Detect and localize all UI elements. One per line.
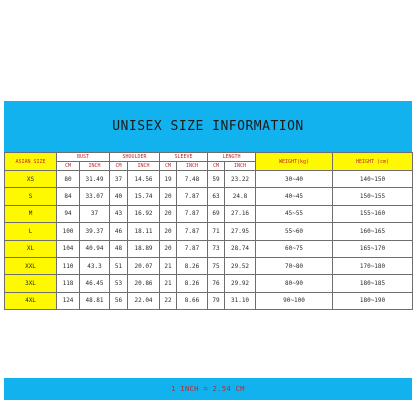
height-cell: 180~190: [333, 292, 413, 309]
length-inch-cell: 28.74: [225, 240, 256, 257]
sleeve-inch-cell: 8.26: [177, 275, 208, 292]
sleeve-cm-cell: 20: [160, 223, 177, 240]
shoulder-cm-cell: 51: [110, 257, 128, 274]
length-cm-cell: 73: [208, 240, 225, 257]
sleeve-inch-cell: 7.87: [177, 240, 208, 257]
length-cm-cell: 71: [208, 223, 225, 240]
conversion-note: 1 INCH = 2.54 CM: [171, 385, 245, 393]
title-bar: [4, 101, 412, 152]
bust-cm-cell: 110: [57, 257, 80, 274]
shoulder-inch-cell: 22.04: [128, 292, 160, 309]
sleeve-inch-cell: 7.48: [177, 171, 208, 188]
length-inch-cell: 27.95: [225, 223, 256, 240]
sleeve-cm-cell: 20: [160, 205, 177, 222]
table-row: [5, 188, 413, 205]
length-inch-cell: 29.52: [225, 257, 256, 274]
table-row: [5, 275, 413, 292]
bust-cm-cell: 104: [57, 240, 80, 257]
weight-cell: 30~40: [256, 171, 333, 188]
bust-cm-cell: 124: [57, 292, 80, 309]
length-inch-cell: 29.92: [225, 275, 256, 292]
size-label: XL: [5, 240, 57, 257]
header-shoulder-cm: CM: [110, 162, 128, 171]
sleeve-inch-cell: 8.66: [177, 292, 208, 309]
table-row: [5, 257, 413, 274]
size-label: XS: [5, 171, 57, 188]
length-cm-cell: 75: [208, 257, 225, 274]
length-cm-cell: 69: [208, 205, 225, 222]
bust-cm-cell: 80: [57, 171, 80, 188]
sleeve-cm-cell: 20: [160, 240, 177, 257]
shoulder-cm-cell: 56: [110, 292, 128, 309]
size-label: S: [5, 188, 57, 205]
shoulder-inch-cell: 16.92: [128, 205, 160, 222]
weight-cell: 90~100: [256, 292, 333, 309]
bust-inch-cell: 33.07: [80, 188, 110, 205]
header-weight: WEIGHT(kg): [256, 153, 333, 171]
header-row-1: [5, 153, 413, 162]
shoulder-inch-cell: 18.89: [128, 240, 160, 257]
sleeve-inch-cell: 7.87: [177, 188, 208, 205]
header-height: HEIGHT (cm): [333, 153, 413, 171]
sleeve-cm-cell: 22: [160, 292, 177, 309]
header-sleeve: SLEEVE: [160, 153, 208, 162]
bust-cm-cell: 118: [57, 275, 80, 292]
table-row: [5, 292, 413, 309]
weight-cell: 40~45: [256, 188, 333, 205]
height-cell: 140~150: [333, 171, 413, 188]
header-length: LENGTH: [208, 153, 256, 162]
header-sleeve-cm: CM: [160, 162, 177, 171]
shoulder-cm-cell: 43: [110, 205, 128, 222]
height-cell: 180~185: [333, 275, 413, 292]
length-cm-cell: 59: [208, 171, 225, 188]
bust-inch-cell: 48.81: [80, 292, 110, 309]
size-label: L: [5, 223, 57, 240]
chart-title: UNISEX SIZE INFORMATION: [112, 119, 304, 134]
sleeve-inch-cell: 8.26: [177, 257, 208, 274]
weight-cell: 45~55: [256, 205, 333, 222]
shoulder-cm-cell: 53: [110, 275, 128, 292]
bust-cm-cell: 84: [57, 188, 80, 205]
conversion-note-bar: [4, 378, 412, 400]
height-cell: 160~165: [333, 223, 413, 240]
header-shoulder-inch: INCH: [128, 162, 160, 171]
table-row: [5, 171, 413, 188]
size-chart: [4, 101, 412, 393]
length-inch-cell: 27.16: [225, 205, 256, 222]
shoulder-cm-cell: 37: [110, 171, 128, 188]
weight-cell: 80~90: [256, 275, 333, 292]
bust-cm-cell: 94: [57, 205, 80, 222]
length-inch-cell: 24.8: [225, 188, 256, 205]
weight-cell: 60~75: [256, 240, 333, 257]
header-length-inch: INCH: [225, 162, 256, 171]
bust-inch-cell: 39.37: [80, 223, 110, 240]
table-row: [5, 223, 413, 240]
sleeve-cm-cell: 19: [160, 171, 177, 188]
shoulder-inch-cell: 18.11: [128, 223, 160, 240]
shoulder-inch-cell: 14.56: [128, 171, 160, 188]
size-label: XXL: [5, 257, 57, 274]
header-bust-inch: INCH: [80, 162, 110, 171]
header-sleeve-inch: INCH: [177, 162, 208, 171]
size-label: M: [5, 205, 57, 222]
header-shoulder: SHOULDER: [110, 153, 160, 162]
shoulder-cm-cell: 46: [110, 223, 128, 240]
header-bust: BUST: [57, 153, 110, 162]
height-cell: 170~180: [333, 257, 413, 274]
height-cell: 150~155: [333, 188, 413, 205]
size-label: 3XL: [5, 275, 57, 292]
shoulder-cm-cell: 40: [110, 188, 128, 205]
bust-inch-cell: 37: [80, 205, 110, 222]
length-cm-cell: 79: [208, 292, 225, 309]
shoulder-cm-cell: 48: [110, 240, 128, 257]
header-bust-cm: CM: [57, 162, 80, 171]
table-row: [5, 240, 413, 257]
height-cell: 165~170: [333, 240, 413, 257]
weight-cell: 70~80: [256, 257, 333, 274]
bust-inch-cell: 43.3: [80, 257, 110, 274]
shoulder-inch-cell: 15.74: [128, 188, 160, 205]
size-table: [4, 152, 413, 310]
sleeve-inch-cell: 7.87: [177, 205, 208, 222]
bust-inch-cell: 46.45: [80, 275, 110, 292]
length-inch-cell: 31.10: [225, 292, 256, 309]
bust-cm-cell: 100: [57, 223, 80, 240]
sleeve-cm-cell: 20: [160, 188, 177, 205]
sleeve-cm-cell: 21: [160, 257, 177, 274]
length-cm-cell: 63: [208, 188, 225, 205]
bust-inch-cell: 40.94: [80, 240, 110, 257]
height-cell: 155~160: [333, 205, 413, 222]
table-row: [5, 205, 413, 222]
header-asian-size: ASIAN SIZE: [5, 153, 57, 171]
shoulder-inch-cell: 20.07: [128, 257, 160, 274]
length-inch-cell: 23.22: [225, 171, 256, 188]
size-label: 4XL: [5, 292, 57, 309]
weight-cell: 55~60: [256, 223, 333, 240]
bust-inch-cell: 31.49: [80, 171, 110, 188]
sleeve-cm-cell: 21: [160, 275, 177, 292]
sleeve-inch-cell: 7.87: [177, 223, 208, 240]
shoulder-inch-cell: 20.86: [128, 275, 160, 292]
header-length-cm: CM: [208, 162, 225, 171]
length-cm-cell: 76: [208, 275, 225, 292]
